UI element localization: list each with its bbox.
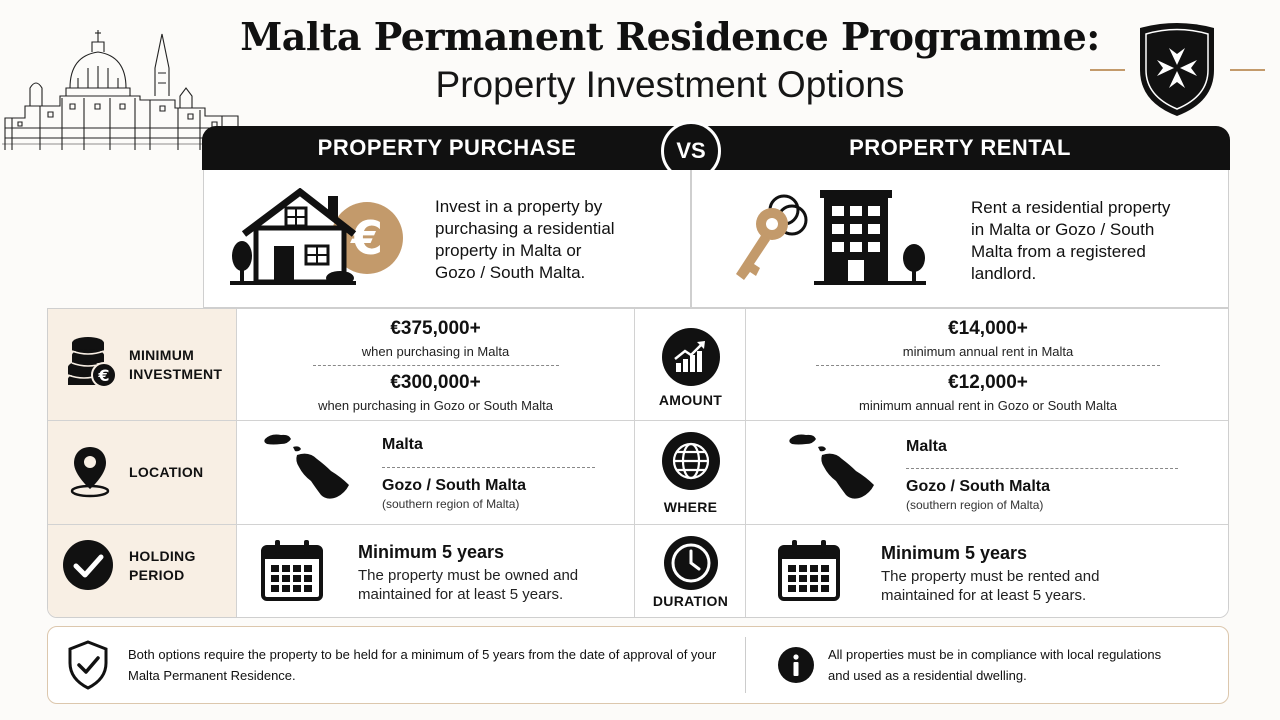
amount-mid-cell xyxy=(635,309,746,420)
purchase-amount-malta: €375,000+ xyxy=(390,318,481,339)
location-pin-icon xyxy=(68,443,112,499)
key-building-icon xyxy=(730,188,930,292)
divider xyxy=(745,637,746,693)
malta-map-icon xyxy=(786,431,882,503)
house-euro-icon xyxy=(230,188,410,288)
row-label-cell xyxy=(48,309,237,420)
purchase-intro-line: Invest in a property by xyxy=(435,197,603,216)
checkmark-circle-icon xyxy=(62,539,114,591)
divider xyxy=(906,468,1178,469)
holding-title: Minimum 5 years xyxy=(358,542,505,562)
rent-amount-malta: €14,000+ xyxy=(948,318,1028,339)
rent-note-malta: minimum annual rent in Malta xyxy=(902,344,1074,359)
purchase-intro-line: property in Malta or xyxy=(435,241,582,260)
location-malta: Malta xyxy=(906,438,947,455)
purchase-holding-cell xyxy=(237,525,635,618)
purchase-intro-line: Gozo / South Malta. xyxy=(435,263,586,282)
shield-check-icon xyxy=(66,639,110,691)
footer-notes xyxy=(47,626,1229,704)
location-note: (southern region of Malta) xyxy=(906,498,1044,512)
footer-right-line: and used as a residential dwelling. xyxy=(828,668,1027,683)
row-label: LOCATION xyxy=(129,464,204,480)
holding-text-line: maintained for at least 5 years. xyxy=(358,586,564,603)
divider xyxy=(382,467,595,468)
comparison-table xyxy=(47,308,1229,618)
purchase-location-cell xyxy=(237,421,635,524)
location-gozo-south: Gozo / South Malta xyxy=(382,477,526,494)
footer-left-line: Malta Permanent Residence. xyxy=(128,668,296,683)
footer-right-line: All properties must be in compliance with local regulations xyxy=(828,647,1162,662)
purchase-note-malta: when purchasing in Malta xyxy=(361,344,510,359)
svg-text:€: € xyxy=(98,366,110,385)
holding-text-line: The property must be owned and xyxy=(358,567,579,584)
holding-title: Minimum 5 years xyxy=(881,543,1028,563)
rent-amount-gozo: €12,000+ xyxy=(948,372,1028,393)
clock-icon xyxy=(663,535,719,591)
holding-text-line: maintained for at least 5 years. xyxy=(881,587,1087,604)
divider xyxy=(816,365,1160,366)
purchase-intro-panel xyxy=(203,170,691,308)
row-label-cell xyxy=(48,421,237,524)
table-row-holding xyxy=(48,524,1229,618)
rental-intro-panel xyxy=(691,170,1229,308)
coin-stack-euro-icon xyxy=(66,335,118,391)
rent-note-gozo: minimum annual rent in Gozo or South Malta xyxy=(859,398,1117,413)
calendar-icon xyxy=(261,539,323,601)
rent-location-cell xyxy=(746,421,1229,524)
rental-column-header: PROPERTY RENTAL xyxy=(690,126,1230,170)
rental-intro-line: in Malta or Gozo / South xyxy=(971,220,1155,239)
where-mid-cell xyxy=(635,421,746,524)
row-label-cell xyxy=(48,525,237,618)
growth-chart-icon xyxy=(661,327,721,387)
location-gozo-south: Gozo / South Malta xyxy=(906,478,1050,495)
purchase-investment-cell xyxy=(237,309,635,420)
vs-badge: VS xyxy=(661,121,721,181)
where-label: WHERE xyxy=(663,499,718,515)
calendar-icon xyxy=(778,539,840,601)
purchase-column-header: PROPERTY PURCHASE xyxy=(202,126,692,170)
rental-intro-line: landlord. xyxy=(971,264,1037,283)
info-icon xyxy=(777,646,815,684)
row-label-line: PERIOD xyxy=(129,567,185,583)
row-label-line: HOLDING xyxy=(129,548,196,564)
rent-investment-cell xyxy=(746,309,1229,420)
rent-holding-cell xyxy=(746,525,1229,618)
row-label-line: INVESTMENT xyxy=(129,366,223,382)
malta-map-icon xyxy=(261,431,357,503)
table-row-investment xyxy=(48,309,1229,420)
duration-label: DURATION xyxy=(652,593,729,609)
rental-intro-line: Malta from a registered xyxy=(971,242,1146,261)
row-label-line: MINIMUM xyxy=(129,347,195,363)
rental-intro-line: Rent a residential property xyxy=(971,198,1171,217)
page-title: Malta Permanent Residence Programme: xyxy=(240,14,1100,59)
duration-mid-cell xyxy=(635,525,746,618)
purchase-intro-line: purchasing a residential xyxy=(435,219,615,238)
page-subtitle: Property Investment Options xyxy=(435,64,905,105)
amount-label: AMOUNT xyxy=(658,392,723,408)
globe-icon xyxy=(661,431,721,491)
svg-text:€: € xyxy=(350,211,384,265)
table-row-location xyxy=(48,420,1229,524)
divider xyxy=(313,365,559,366)
holding-text-line: The property must be rented and xyxy=(881,568,1100,585)
location-note: (southern region of Malta) xyxy=(382,497,520,511)
purchase-note-gozo: when purchasing in Gozo or South Malta xyxy=(318,398,553,413)
purchase-amount-gozo: €300,000+ xyxy=(390,372,481,393)
footer-left-line: Both options require the property to be held for a minimum of 5 years from the date of approval of your xyxy=(128,647,717,662)
location-malta: Malta xyxy=(382,436,423,453)
maltese-cross-crest xyxy=(1090,20,1265,120)
